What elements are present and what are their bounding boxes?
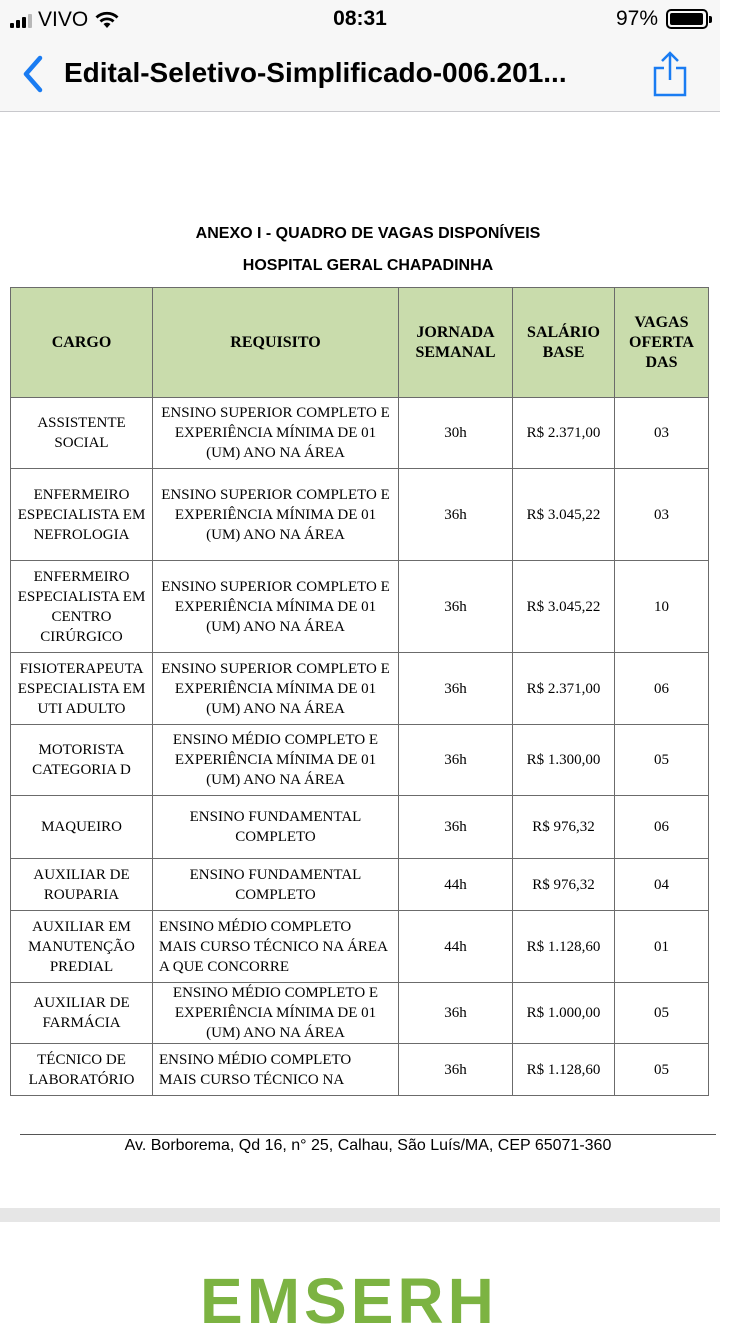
table-row xyxy=(11,911,709,983)
share-icon[interactable] xyxy=(650,50,690,98)
requisito-cell: ENSINO MÉDIO COMPLETO E EXPERIÊNCIA MÍNIMA DE 01 (UM) ANO NA ÁREA xyxy=(153,725,399,796)
table-row xyxy=(11,983,709,1044)
cargo-cell: AUXILIAR DE FARMÁCIA xyxy=(11,983,153,1044)
jornada-cell: 44h xyxy=(399,859,513,911)
vagas-cell: 01 xyxy=(615,911,709,983)
column-header: JORNADA SEMANAL xyxy=(399,288,513,398)
salario-cell: R$ 3.045,22 xyxy=(513,469,615,561)
vagas-cell: 04 xyxy=(615,859,709,911)
column-header: CARGO xyxy=(11,288,153,398)
jornada-cell: 36h xyxy=(399,983,513,1044)
vagas-cell: 05 xyxy=(615,983,709,1044)
salario-cell: R$ 976,32 xyxy=(513,859,615,911)
table-header-row xyxy=(11,288,709,398)
hospital-title: HOSPITAL GERAL CHAPADINHA xyxy=(242,257,494,274)
requisito-cell: ENSINO FUNDAMENTAL COMPLETO xyxy=(153,859,399,911)
cargo-cell: MOTORISTA CATEGORIA D xyxy=(11,725,153,796)
salario-cell: R$ 1.300,00 xyxy=(513,725,615,796)
column-header: VAGAS OFERTA DAS xyxy=(615,288,709,398)
jornada-cell: 36h xyxy=(399,469,513,561)
next-pdf-page[interactable] xyxy=(0,1222,720,1337)
pdf-page[interactable] xyxy=(0,113,720,1208)
document-title: Edital-Seletivo-Simplificado-006.201... xyxy=(64,57,567,88)
footer-divider xyxy=(20,1134,716,1135)
vagas-cell: 06 xyxy=(615,653,709,725)
requisito-cell: ENSINO MÉDIO COMPLETO MAIS CURSO TÉCNICO NA xyxy=(153,1044,399,1096)
jornada-cell: 36h xyxy=(399,796,513,859)
salario-cell: R$ 1.000,00 xyxy=(513,983,615,1044)
page-separator xyxy=(0,1208,720,1222)
battery-icon xyxy=(666,9,708,29)
requisito-cell: ENSINO MÉDIO COMPLETO MAIS CURSO TÉCNICO NA ÁREA A QUE CONCORRE xyxy=(153,911,399,983)
cargo-cell: ASSISTENTE SOCIAL xyxy=(11,398,153,469)
requisito-cell: ENSINO SUPERIOR COMPLETO E EXPERIÊNCIA MÍNIMA DE 01 (UM) ANO NA ÁREA xyxy=(153,653,399,725)
cargo-cell: FISIOTERAPEUTA ESPECIALISTA EM UTI ADULTO xyxy=(11,653,153,725)
vagas-cell: 10 xyxy=(615,561,709,653)
jornada-cell: 36h xyxy=(399,725,513,796)
vagas-cell: 03 xyxy=(615,469,709,561)
jornada-cell: 36h xyxy=(399,653,513,725)
table-row xyxy=(11,653,709,725)
requisito-cell: ENSINO SUPERIOR COMPLETO E EXPERIÊNCIA MÍNIMA DE 01 (UM) ANO NA ÁREA xyxy=(153,469,399,561)
carrier-label: VIVO xyxy=(38,8,89,31)
annex-title: ANEXO I - QUADRO DE VAGAS DISPONÍVEIS xyxy=(195,225,541,242)
jornada-cell: 36h xyxy=(399,1044,513,1096)
table-row xyxy=(11,1044,709,1096)
table-row xyxy=(11,398,709,469)
back-chevron-icon[interactable] xyxy=(18,54,50,94)
status-bar xyxy=(0,0,720,40)
salario-cell: R$ 976,32 xyxy=(513,796,615,859)
requisito-cell: ENSINO MÉDIO COMPLETO E EXPERIÊNCIA MÍNIMA DE 01 (UM) ANO NA ÁREA xyxy=(153,983,399,1044)
battery-fill xyxy=(670,13,703,25)
requisito-cell: ENSINO FUNDAMENTAL COMPLETO xyxy=(153,796,399,859)
jornada-cell: 44h xyxy=(399,911,513,983)
cargo-cell: ENFERMEIRO ESPECIALISTA EM NEFROLOGIA xyxy=(11,469,153,561)
cargo-cell: MAQUEIRO xyxy=(11,796,153,859)
cargo-cell: TÉCNICO DE LABORATÓRIO xyxy=(11,1044,153,1096)
vacancies-table xyxy=(10,287,709,1096)
salario-cell: R$ 1.128,60 xyxy=(513,911,615,983)
vagas-cell: 05 xyxy=(615,725,709,796)
requisito-cell: ENSINO SUPERIOR COMPLETO E EXPERIÊNCIA MÍNIMA DE 01 (UM) ANO NA ÁREA xyxy=(153,398,399,469)
requisito-cell: ENSINO SUPERIOR COMPLETO E EXPERIÊNCIA MÍNIMA DE 01 (UM) ANO NA ÁREA xyxy=(153,561,399,653)
navigation-bar xyxy=(0,40,720,112)
salario-cell: R$ 3.045,22 xyxy=(513,561,615,653)
footer-address: Av. Borborema, Qd 16, n° 25, Calhau, São Luís/MA, CEP 65071-360 xyxy=(124,1137,612,1154)
cargo-cell: AUXILIAR EM MANUTENÇÃO PREDIAL xyxy=(11,911,153,983)
jornada-cell: 36h xyxy=(399,561,513,653)
table-row xyxy=(11,725,709,796)
cargo-cell: ENFERMEIRO ESPECIALISTA EM CENTRO CIRÚRGICO xyxy=(11,561,153,653)
table-row xyxy=(11,796,709,859)
jornada-cell: 30h xyxy=(399,398,513,469)
salario-cell: R$ 2.371,00 xyxy=(513,653,615,725)
cargo-cell: AUXILIAR DE ROUPARIA xyxy=(11,859,153,911)
table-row xyxy=(11,469,709,561)
salario-cell: R$ 2.371,00 xyxy=(513,398,615,469)
table-row xyxy=(11,561,709,653)
vagas-cell: 03 xyxy=(615,398,709,469)
status-right xyxy=(616,7,708,31)
salario-cell: R$ 1.128,60 xyxy=(513,1044,615,1096)
battery-percent: 97% xyxy=(615,7,658,30)
clock: 08:31 xyxy=(333,7,387,30)
vagas-cell: 05 xyxy=(615,1044,709,1096)
column-header: SALÁRIO BASE xyxy=(513,288,615,398)
emserh-logo: EMSERH xyxy=(200,1265,498,1337)
table-row xyxy=(11,859,709,911)
column-header: REQUISITO xyxy=(153,288,399,398)
vagas-cell: 06 xyxy=(615,796,709,859)
